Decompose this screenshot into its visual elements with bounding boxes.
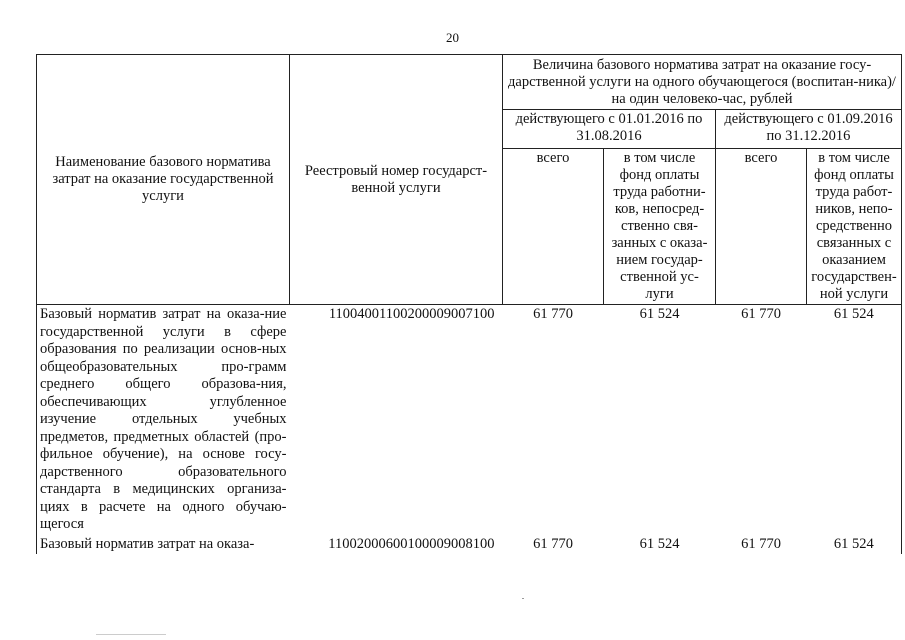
registry-number-cell: 11002000600100009008100 bbox=[328, 535, 495, 552]
service-name-cell: Базовый норматив затрат на оказа-ние государственной услуги в сфере образования по реализации основ-ных общеобразовательных про-грамм среднего общего образова-ния, обеспечивающих углубленное изучение отдельных учебных предметов, предметных областей (про-фильное обучение), на основе госу-дарственного образовательного стандарта в медицинских организа-циях в расчете на одного обучаю-щегося bbox=[37, 305, 290, 535]
col-value-header: Величина базового норматива затрат на оказание госу-дарственной услуги на одного обучающегося (воспитан-ника)/ на один человеко-час, рублей bbox=[503, 55, 902, 110]
total-p2-cell: 61 770 bbox=[741, 306, 781, 322]
col-registry-header: Реестровый номер государст-венной услуги bbox=[290, 55, 503, 305]
period1-header: действующего с 01.01.2016 по 31.08.2016 bbox=[503, 110, 716, 149]
scan-smudge bbox=[96, 634, 166, 635]
period2-header: действующего с 01.09.2016 по 31.12.2016 bbox=[716, 110, 902, 149]
header-row-1 bbox=[37, 55, 902, 110]
total-p2-cell: 61 770 bbox=[741, 535, 781, 552]
col-name-header: Наименование базового норматива затрат на оказание государственной услуги bbox=[37, 55, 290, 305]
service-name-cell: Базовый норматив затрат на оказа- bbox=[37, 535, 290, 555]
total-p1-cell: 61 770 bbox=[533, 306, 573, 322]
payroll-p1-cell: 61 524 bbox=[639, 306, 680, 322]
total-header-p1: всего bbox=[503, 149, 604, 305]
scan-speck bbox=[522, 598, 524, 599]
payroll-header-p1: в том числе фонд оплаты труда работни-ков, непосред-ственно свя-занных с оказа-нием государ-ственной ус-луги bbox=[604, 149, 716, 305]
registry-number-cell: 11004001100200009007100 bbox=[328, 306, 495, 322]
total-p1-cell: 61 770 bbox=[533, 535, 573, 552]
table-row bbox=[37, 305, 902, 535]
total-header-p2: всего bbox=[716, 149, 807, 305]
page-number: 20 bbox=[446, 30, 459, 45]
table-row bbox=[37, 535, 902, 555]
norm-table bbox=[36, 54, 902, 554]
payroll-header-p2: в том числе фонд оплаты труда работ-ников, непо-средственно связанных с оказанием государствен-ной услуги bbox=[807, 149, 902, 305]
payroll-p2-cell: 61 524 bbox=[807, 305, 902, 535]
payroll-p1-cell: 61 524 bbox=[639, 535, 680, 552]
payroll-p2-cell: 61 524 bbox=[807, 535, 902, 555]
